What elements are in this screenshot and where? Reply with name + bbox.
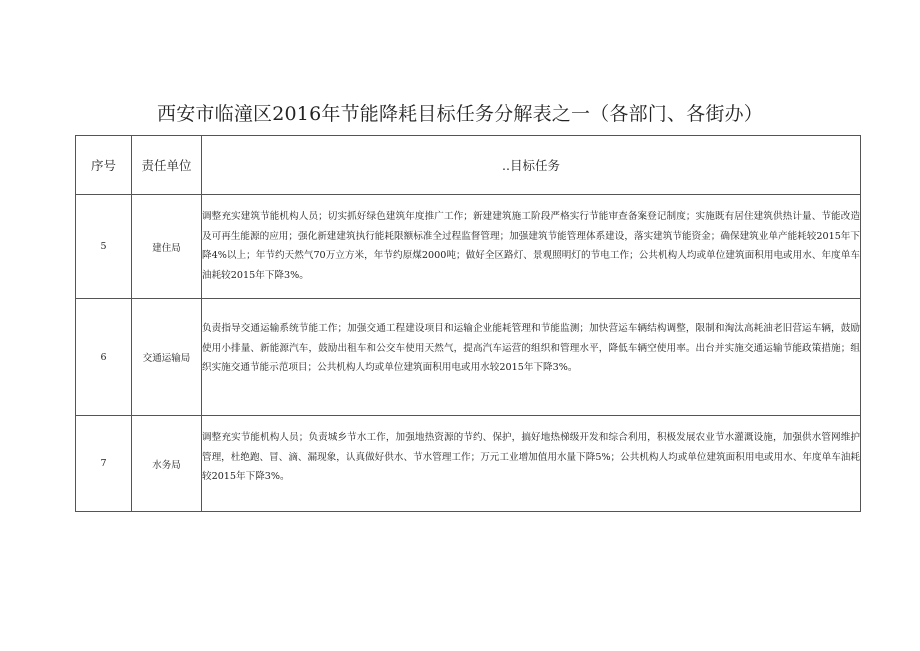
row-serial-number: 5 [76,195,132,299]
row-target-task: 调整充实节能机构人员；负责城乡节水工作，加强地热资源的节约、保护，搞好地热梯级开发和综合利用，积极发展农业节水灌溉设施，加强供水管网维护管理，杜绝跑、冒、滴、漏现象，认真做好供水、节水管理工作；万元工业增加值用水量下降5%；公共机构人均或单位建筑面积用电或用水、年度单车油耗较2015年下降3%。 [202,416,861,512]
header-target-task: ..目标任务 [202,136,861,195]
table-header-row [76,136,861,195]
table-row [76,195,861,299]
task-breakdown-table [75,135,861,512]
row-target-task: 调整充实建筑节能机构人员；切实抓好绿色建筑年度推广工作；新建建筑施工阶段严格实行节能审查备案登记制度；实施既有居住建筑供热计量、节能改造及可再生能源的应用；强化新建建筑执行能耗限额标准全过程监督管理；加强建筑节能管理体系建设，落实建筑节能资金；确保建筑业单产能耗较2015年下降4%以上；年节约天然气70万立方米，年节约原煤2000吨；做好全区路灯、景观照明灯的节电工作；公共机构人均或单位建筑面积用电或用水、年度单车油耗较2015年下降3%。 [202,195,861,299]
header-responsible-unit: 责任单位 [132,136,202,195]
row-serial-number: 7 [76,416,132,512]
row-responsible-unit: 水务局 [132,416,202,512]
page-title: 西安市临潼区2016年节能降耗目标任务分解表之一（各部门、各街办） [157,103,763,125]
row-target-task: 负责指导交通运输系统节能工作；加强交通工程建设项目和运输企业能耗管理和节能监测；加快营运车辆结构调整，限制和淘汰高耗油老旧营运车辆，鼓励使用小排量、新能源汽车，鼓励出租车和公交车使用天然气，提高汽车运营的组织和管理水平，降低车辆空使用率。出台并实施交通运输节能政策措施；组织实施交通节能示范项目；公共机构人均或单位建筑面积用电或用水较2015年下降3%。 [202,299,861,416]
row-serial-number: 6 [76,299,132,416]
table-row [76,416,861,512]
table-row [76,299,861,416]
header-serial-number: 序号 [76,136,132,195]
row-responsible-unit: 建住局 [132,195,202,299]
row-responsible-unit: 交通运输局 [132,299,202,416]
